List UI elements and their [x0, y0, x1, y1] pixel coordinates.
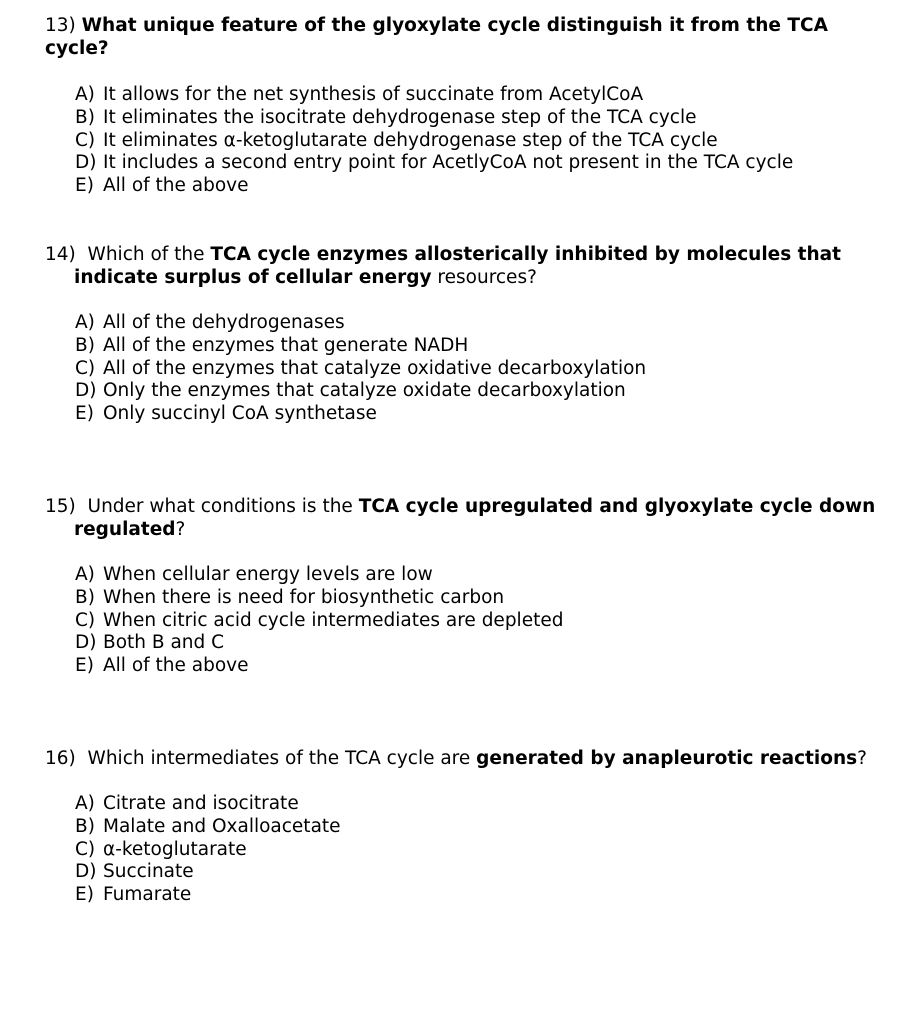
option-a [75, 793, 885, 816]
option-text: When cellular energy levels are low [103, 564, 433, 585]
option-d [75, 632, 885, 655]
option-text: It eliminates α-ketoglutarate dehydrogenase step of the TCA cycle [103, 129, 718, 151]
option-letter: C) [75, 838, 96, 860]
option-letter: B) [75, 106, 95, 128]
question-number: 13) [45, 15, 76, 36]
option-text: Only succinyl CoA synthetase [103, 403, 377, 425]
question-14-options [45, 312, 885, 426]
option-text: Malate and Oxalloacetate [103, 815, 341, 837]
question-15-prompt-bold: TCA cycle upregulated and glyoxylate cycle down [358, 496, 876, 517]
option-text: All of the above [103, 175, 249, 197]
question-14-prompt-part: Which of the [87, 244, 211, 265]
question-14-continuation [45, 266, 885, 289]
question-14-prompt-bold: indicate surplus of cellular energy [74, 267, 432, 288]
option-d [75, 152, 885, 175]
option-letter: B) [75, 815, 95, 837]
option-d [75, 861, 885, 884]
question-16-prompt-part: Which intermediates of the TCA cycle are [87, 748, 477, 769]
question-14-prompt-bold: TCA cycle enzymes allosterically inhibited by molecules that [210, 244, 842, 265]
option-letter: D) [75, 380, 97, 402]
option-letter: D) [75, 152, 97, 174]
option-text: All of the enzymes that catalyze oxidative decarboxylation [103, 357, 647, 379]
option-e [75, 884, 885, 907]
option-c [75, 358, 885, 381]
option-letter: A) [75, 312, 95, 333]
question-15-continuation [45, 518, 885, 541]
option-letter: E) [75, 655, 94, 677]
question-15-prompt-part: ? [175, 519, 186, 540]
option-letter: D) [75, 861, 97, 883]
option-letter: E) [75, 175, 94, 197]
question-13 [45, 14, 885, 198]
question-13-text [45, 14, 885, 60]
option-c [75, 839, 885, 862]
option-letter: A) [75, 84, 95, 105]
option-c [75, 130, 885, 153]
option-text: When there is need for biosynthetic carbon [103, 586, 505, 608]
question-16-prompt-part: ? [857, 748, 867, 769]
option-text: It includes a second entry point for AcetlyCoA not present in the TCA cycle [103, 152, 794, 174]
question-13-prompt: What unique feature of the glyoxylate cycle distinguish it from the TCA cycle? [45, 15, 828, 59]
option-d [75, 380, 885, 403]
question-16-options [45, 793, 885, 907]
question-14 [45, 243, 885, 426]
option-a [75, 84, 885, 107]
question-16-prompt-bold: generated by anapleurotic reactions [476, 748, 858, 769]
question-15 [45, 495, 885, 678]
option-text: Both B and C [103, 632, 225, 654]
option-text: Citrate and isocitrate [103, 793, 299, 814]
question-15-options [45, 564, 885, 678]
question-16 [45, 747, 885, 907]
question-number: 16) [45, 748, 76, 769]
option-letter: C) [75, 609, 96, 631]
option-letter: D) [75, 632, 97, 654]
option-text: It allows for the net synthesis of succinate from AcetylCoA [103, 84, 644, 105]
option-letter: B) [75, 334, 95, 356]
question-14-text [45, 243, 885, 289]
option-text: All of the above [103, 655, 249, 677]
option-letter: E) [75, 403, 94, 425]
question-number: 15) [45, 496, 76, 517]
question-15-prompt-bold: regulated [74, 519, 176, 540]
question-13-options [45, 84, 885, 198]
option-text: When citric acid cycle intermediates are depleted [103, 609, 564, 631]
option-text: Succinate [103, 861, 194, 883]
option-letter: C) [75, 129, 96, 151]
option-text: All of the dehydrogenases [103, 312, 345, 333]
option-e [75, 175, 885, 198]
option-b [75, 107, 885, 130]
option-a [75, 564, 885, 587]
option-c [75, 610, 885, 633]
question-16-text [45, 747, 885, 770]
option-b [75, 587, 885, 610]
option-letter: B) [75, 586, 95, 608]
question-15-prompt-part: Under what conditions is the [87, 496, 359, 517]
question-number: 14) [45, 244, 76, 265]
option-a [75, 312, 885, 335]
option-text: It eliminates the isocitrate dehydrogenase step of the TCA cycle [103, 106, 697, 128]
option-text: Fumarate [103, 884, 192, 906]
option-letter: A) [75, 793, 95, 814]
option-text: α-ketoglutarate [103, 838, 247, 860]
option-text: All of the enzymes that generate NADH [103, 334, 469, 356]
question-14-prompt-part: resources? [431, 267, 537, 288]
option-letter: C) [75, 357, 96, 379]
option-letter: E) [75, 884, 94, 906]
option-letter: A) [75, 564, 95, 585]
option-text: Only the enzymes that catalyze oxidate decarboxylation [103, 380, 626, 402]
option-e [75, 403, 885, 426]
option-e [75, 655, 885, 678]
option-b [75, 816, 885, 839]
question-15-text [45, 495, 885, 541]
option-b [75, 335, 885, 358]
